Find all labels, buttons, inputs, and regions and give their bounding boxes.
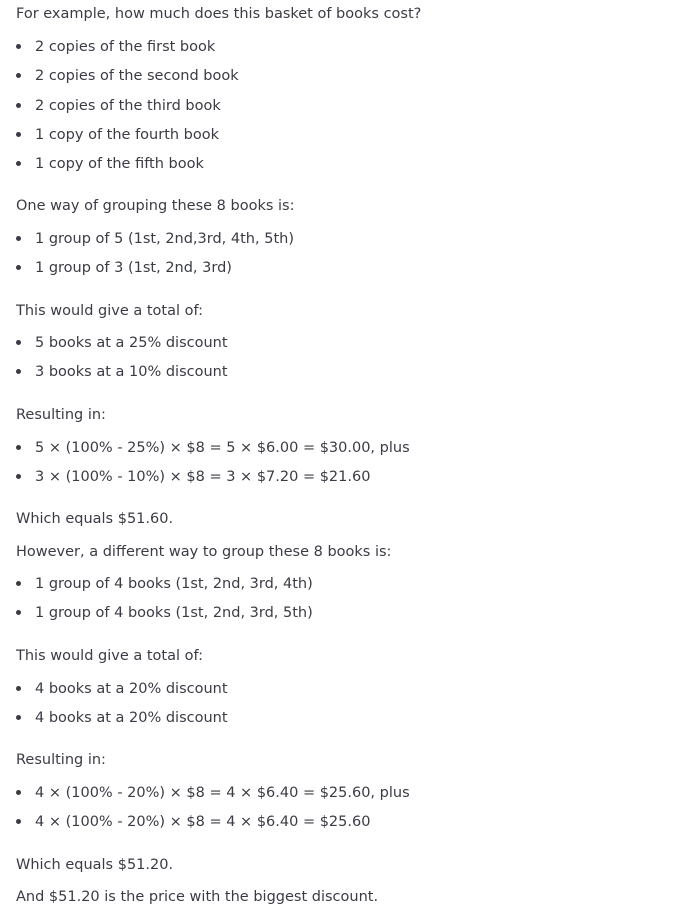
list-item: 4 books at a 20% discount — [16, 679, 228, 708]
bullet-icon — [16, 474, 21, 479]
list-item: 4 × (100% - 20%) × $8 = 4 × $6.40 = $25.60 — [16, 812, 410, 841]
bullet-icon — [16, 236, 21, 241]
bullet-icon — [16, 340, 21, 345]
bullet-icon — [16, 161, 21, 166]
list-item: 1 group of 4 books (1st, 2nd, 3rd, 5th) — [16, 603, 313, 632]
bullet-icon — [16, 715, 21, 720]
grouping1-total-intro: This would give a total of: — [16, 303, 203, 319]
list-item: 1 group of 3 (1st, 2nd, 3rd) — [16, 258, 294, 287]
list-item: 2 copies of the first book — [16, 37, 239, 66]
list-item: 5 books at a 25% discount — [16, 333, 228, 362]
intro-paragraph: For example, how much does this basket of books cost? — [16, 6, 422, 22]
list-item: 2 copies of the second book — [16, 66, 239, 95]
bullet-icon — [16, 103, 21, 108]
bullet-icon — [16, 610, 21, 615]
bullet-icon — [16, 819, 21, 824]
conclusion-paragraph: And $51.20 is the price with the biggest discount. — [16, 889, 379, 905]
list-item: 1 group of 4 books (1st, 2nd, 3rd, 4th) — [16, 574, 313, 603]
list-item: 2 copies of the third book — [16, 96, 239, 125]
bullet-icon — [16, 44, 21, 49]
grouping1-equals: Which equals $51.60. — [16, 511, 174, 527]
bullet-icon — [16, 790, 21, 795]
bullet-icon — [16, 445, 21, 450]
list-item: 1 copy of the fifth book — [16, 154, 239, 183]
list-item: 3 books at a 10% discount — [16, 362, 228, 391]
bullet-icon — [16, 581, 21, 586]
grouping1-result-intro: Resulting in: — [16, 407, 106, 423]
grouping2-totals-list — [16, 679, 228, 738]
grouping2-intro: However, a different way to group these 8 books is: — [16, 544, 392, 560]
bullet-icon — [16, 265, 21, 270]
grouping2-groups-list — [16, 574, 313, 633]
grouping1-totals-list — [16, 333, 228, 392]
list-item: 5 × (100% - 25%) × $8 = 5 × $6.00 = $30.00, plus — [16, 438, 410, 467]
list-item: 1 copy of the fourth book — [16, 125, 239, 154]
list-item: 4 × (100% - 20%) × $8 = 4 × $6.40 = $25.60, plus — [16, 783, 410, 812]
bullet-icon — [16, 686, 21, 691]
grouping2-equals: Which equals $51.20. — [16, 857, 174, 873]
basket-list — [16, 37, 239, 183]
grouping2-total-intro: This would give a total of: — [16, 648, 203, 664]
grouping1-groups-list — [16, 229, 294, 288]
list-item: 1 group of 5 (1st, 2nd,3rd, 4th, 5th) — [16, 229, 294, 258]
list-item: 3 × (100% - 10%) × $8 = 3 × $7.20 = $21.60 — [16, 467, 410, 496]
grouping1-results-list — [16, 438, 410, 497]
bullet-icon — [16, 369, 21, 374]
grouping2-result-intro: Resulting in: — [16, 752, 106, 768]
bullet-icon — [16, 73, 21, 78]
grouping2-results-list — [16, 783, 410, 842]
bullet-icon — [16, 132, 21, 137]
grouping1-intro: One way of grouping these 8 books is: — [16, 198, 295, 214]
list-item: 4 books at a 20% discount — [16, 708, 228, 737]
